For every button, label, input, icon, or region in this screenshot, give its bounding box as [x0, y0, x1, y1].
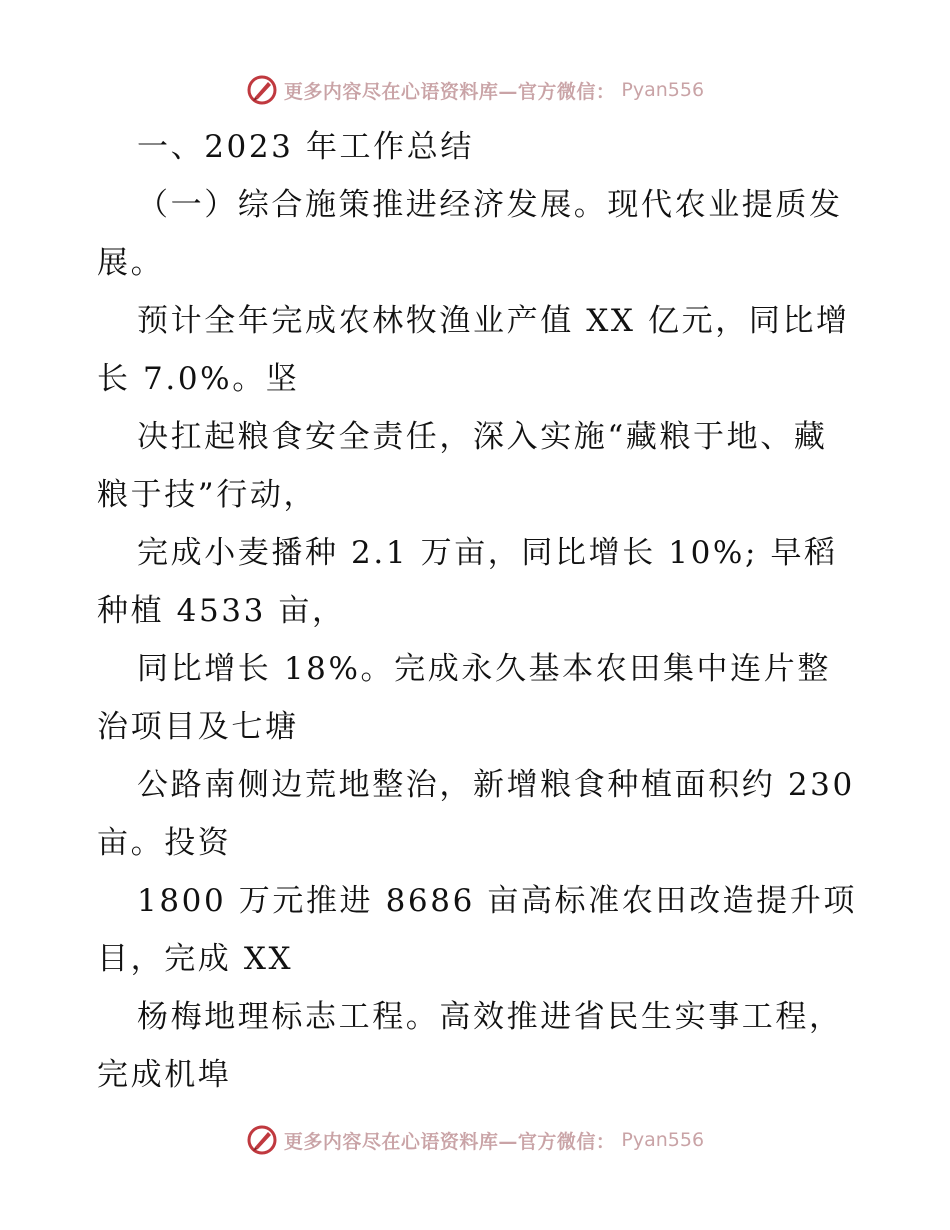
watermark-wechat-id: Pyan556	[621, 1129, 705, 1151]
watermark-wechat-id: Pyan556	[621, 79, 705, 101]
section-heading: 一、2023 年工作总结	[137, 129, 474, 165]
header-watermark	[0, 70, 950, 110]
paragraph: 同比增长 18%。完成永久基本农田集中连片整治项目及七塘	[97, 651, 831, 745]
footer-watermark	[0, 1120, 950, 1160]
pen-logo-icon	[246, 74, 278, 106]
document-body	[97, 118, 857, 1104]
paragraph: 杨梅地理标志工程。高效推进省民生实事工程，完成机埠	[97, 999, 843, 1093]
watermark-text: 更多内容尽在心语资料库—官方微信：	[283, 80, 616, 103]
watermark-text: 更多内容尽在心语资料库—官方微信：	[283, 1130, 616, 1153]
paragraph: 预计全年完成农林牧渔业产值 XX 亿元，同比增长 7.0%。坚	[97, 303, 850, 397]
paragraph: 决扛起粮食安全责任，深入实施“藏粮于地、藏粮于技”行动，	[97, 419, 828, 513]
paragraph: 完成小麦播种 2.1 万亩，同比增长 10%; 早稻种植 4533 亩，	[97, 535, 838, 629]
paragraph: （一）综合施策推进经济发展。现代农业提质发展。	[97, 187, 843, 281]
pen-logo-icon	[246, 1124, 278, 1156]
paragraph: 1800 万元推进 8686 亩高标准农田改造提升项目，完成 XX	[97, 883, 857, 977]
paragraph: 公路南侧边荒地整治，新增粮食种植面积约 230 亩。投资	[97, 767, 855, 861]
